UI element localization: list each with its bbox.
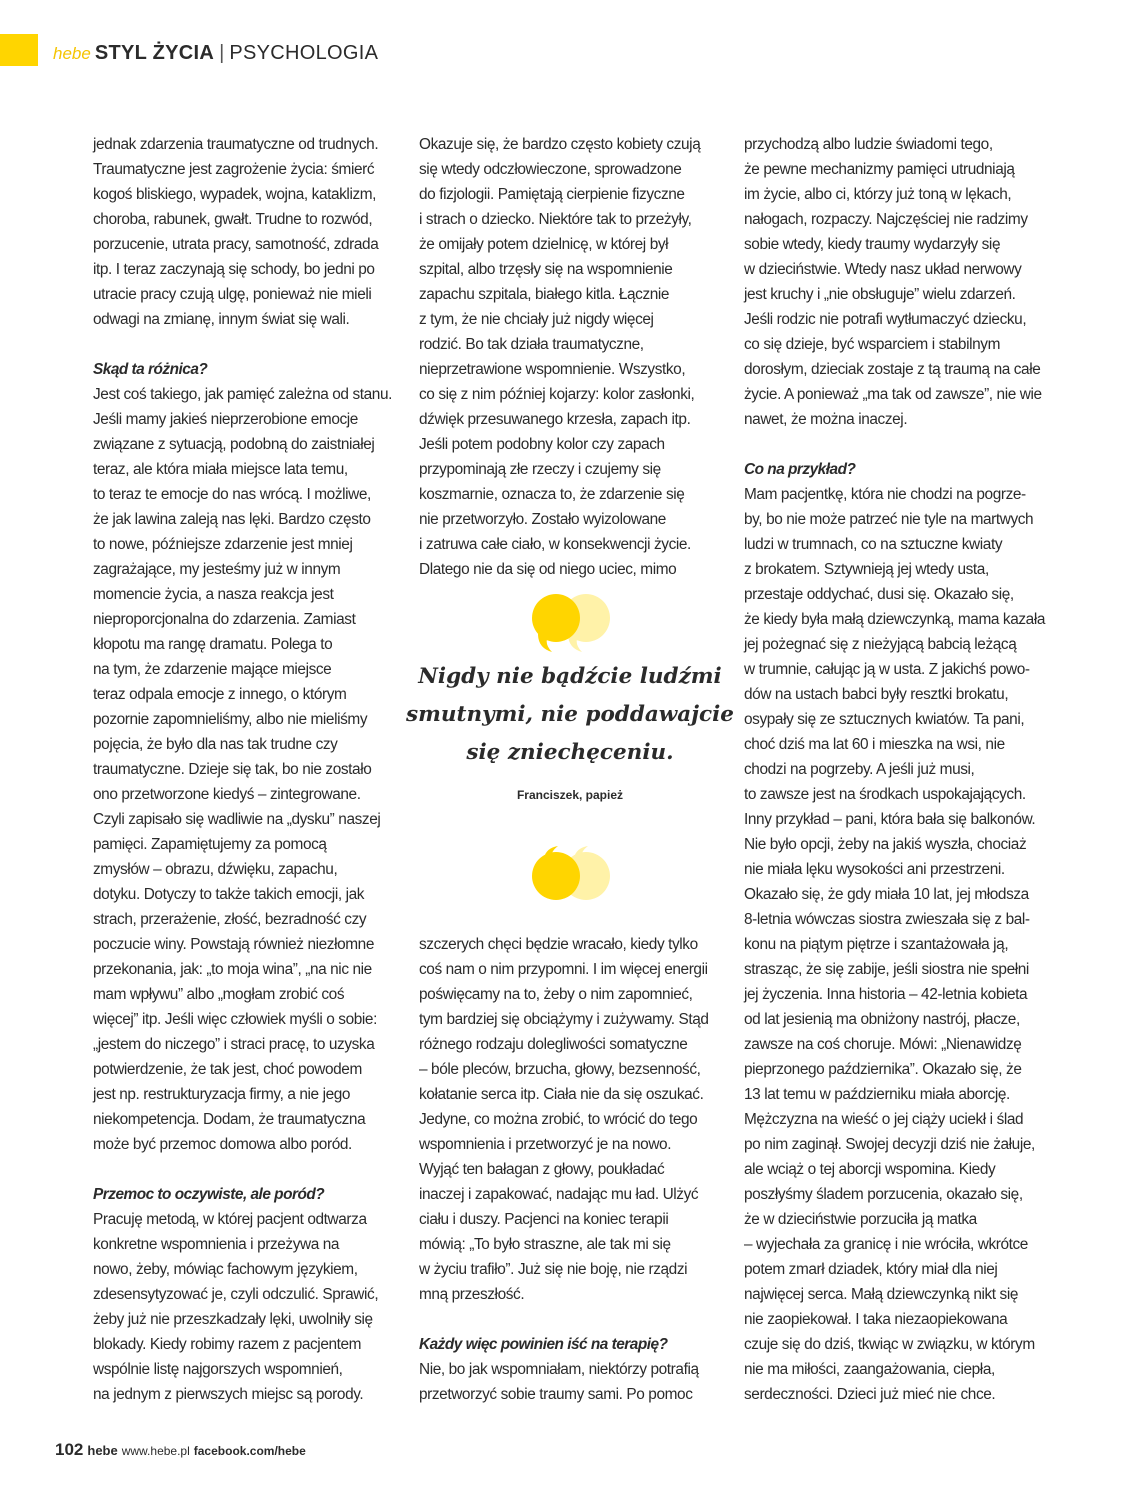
text-line: – wyjechała za granicę i nie wróciła, wkrótce	[744, 1236, 1028, 1253]
text-line: co się z nim później kojarzy: kolor zasłonki,	[419, 386, 695, 403]
text-line: że w dzieciństwie porzuciła ją matka	[744, 1211, 977, 1228]
text-line: „jestem do niczego” i straci pracę, to uzyska	[93, 1036, 375, 1053]
text-line: to teraz te emocje do nas wrócą. I możliwe,	[93, 486, 371, 503]
section-heading: Co na przykład?	[744, 461, 856, 478]
text-line: co się dzieje, być wsparciem i stabilnym	[744, 336, 1000, 353]
text-line: potem zmarł dziadek, który miał dla niej	[744, 1261, 998, 1278]
text-line: Mężczyzna na wieść o jej ciąży uciekł i ślad	[744, 1111, 1024, 1128]
text-line: Okazuje się, że bardzo często kobiety czują	[419, 136, 701, 153]
text-line: przychodzą albo ludzie świadomi tego,	[744, 136, 993, 153]
text-line: Jeśli rodzic nie potrafi wytłumaczyć dziecku,	[744, 311, 1027, 328]
text-line: jest np. restrukturyzacja firmy, a nie jego	[93, 1086, 351, 1103]
text-line: że omijały potem dzielnicę, w której był	[419, 236, 669, 253]
header-section: STYL ŻYCIA	[94, 42, 215, 64]
text-line: strach, przerażenie, złość, bezradność czy	[93, 911, 367, 928]
text-line: pozornie zapomnieliśmy, albo nie mieliśmy	[93, 711, 368, 728]
text-line: i strach o dziecko. Niektóre tak to przeżyły,	[419, 211, 692, 228]
paragraph-gap	[93, 1157, 392, 1182]
text-line: przetworzyć sobie traumy sami. Po pomoc	[419, 1386, 693, 1403]
text-line: poszłyśmy śladem porzucenia, okazało się,	[744, 1186, 1023, 1203]
text-line: tym bardziej się obciążymy i zużywamy. Stąd	[419, 1011, 709, 1028]
text-line: żeby już nie przeszkadzały lęki, uwolniły się	[93, 1311, 373, 1328]
text-line: różnego rodzaju dolegliwości somatyczne	[419, 1036, 688, 1053]
text-line: Czyli zapisało się wadliwie na „dysku” naszej	[93, 811, 381, 828]
text-line: jej życzenia. Inna historia – 42-letnia kobieta	[744, 986, 1028, 1003]
text-line: choć dziś ma lat 60 i mieszka na wsi, nie	[744, 736, 1005, 753]
text-line: Pracuję metodą, w której pacjent odtwarza	[93, 1211, 367, 1228]
section-heading: Skąd ta różnica?	[93, 361, 208, 378]
quote-close-front	[532, 846, 580, 900]
text-line: teraz, ale która miała miejsce lata temu,	[93, 461, 348, 478]
text-line: sobie wtedy, kiedy traumy wydarzyły się	[744, 236, 1001, 253]
text-line: Jeśli mamy jakieś nieprzerobione emocje	[93, 411, 358, 428]
text-line: osypały się ze sztucznych kwiatów. Ta pani,	[744, 711, 1025, 728]
text-line: nałogach, rozpaczy. Najczęściej nie radzimy	[744, 211, 1028, 228]
text-line: najwięcej serca. Małą dziewczynką nikt się	[744, 1286, 1019, 1303]
text-line: 13 lat temu w październiku miała aborcję.	[744, 1086, 1010, 1103]
text-line: więcej” itp. Jeśli więc człowiek myśli o sobie:	[93, 1011, 377, 1028]
text-line: w trumnie, całując ją w usta. Z jakichś powo-	[744, 661, 1030, 678]
text-line: z brokatem. Sztywnieją jej wtedy usta,	[744, 561, 989, 578]
text-line: niekompetencja. Dodam, że traumatyczna	[93, 1111, 366, 1128]
page-number: 102	[55, 1440, 84, 1459]
text-line: jej pożegnać się z nieżyjącą babcią leżącą	[744, 636, 1017, 653]
text-line: blokady. Kiedy robimy razem z pacjentem	[93, 1336, 362, 1353]
text-line: Traumatyczne jest zagrożenie życia: śmierć	[93, 161, 375, 178]
text-line: pamięci. Zapamiętujemy za pomocą	[93, 836, 327, 853]
text-line: pojęcia, że było dla nas tak trudne czy	[93, 736, 338, 753]
text-line: kłopotu ma rangę dramatu. Polega to	[93, 636, 333, 653]
text-line: Jest coś takiego, jak pamięć zależna od stanu.	[93, 386, 392, 403]
text-line: zdesensytyzować je, czyli odczulić. Sprawić,	[93, 1286, 379, 1303]
header-subsection: PSYCHOLOGIA	[229, 42, 379, 64]
text-line: że kiedy była małą dziewczynką, mama kazała	[744, 611, 1046, 628]
text-line: przestaje oddychać, dusi się. Okazało się,	[744, 586, 1014, 603]
article-column-2-top	[419, 132, 700, 582]
text-line: 8-letnia wówczas siostra zwieszała się z bal-	[744, 911, 1030, 928]
text-line: czuje się do dziś, tkwiąc w związku, w którym	[744, 1336, 1035, 1353]
text-line: ono przetworzone kiedyś – zintegrowane.	[93, 786, 361, 803]
text-line: nieprzetrawione wspomnienie. Wszystko,	[419, 361, 686, 378]
section-color-tab	[0, 34, 38, 66]
text-line: przekonania, jak: „to moja wina”, „na nic nie	[93, 961, 372, 978]
text-line: teraz odpala emocje z innego, o którym	[93, 686, 347, 703]
text-line: dźwięk przesuwanego krzesła, zapach itp.	[419, 411, 691, 428]
text-line: potwierdzenie, że tak jest, choć powodem	[93, 1061, 362, 1078]
text-line: inaczej i zapakować, nadając mu ład. Ulżyć	[419, 1186, 699, 1203]
text-line: dotyku. Dotyczy to także takich emocji, jak	[93, 886, 365, 903]
text-line: traumatyczne. Dzieje się tak, bo nie zostało	[93, 761, 372, 778]
text-line: dów na ustach babci były resztki brokatu,	[744, 686, 1009, 703]
text-line: ludzi w trumnach, co na sztuczne kwiaty	[744, 536, 1003, 553]
text-line: związane z sytuacją, podobną do zaistniałej	[93, 436, 375, 453]
text-line: i zatruwa całe ciało, w konsekwencji życie.	[419, 536, 691, 553]
text-line: strasząc, że się zabije, jeśli siostra nie spełni	[744, 961, 1029, 978]
text-line: po nim zaginął. Swojej decyzji dziś nie żałuje,	[744, 1136, 1035, 1153]
article-column-1	[93, 132, 392, 1407]
text-line: mówią: „To było straszne, ale tak mi się	[419, 1236, 671, 1253]
text-line: na tym, że zdarzenie mające miejsce	[93, 661, 332, 678]
page-footer	[55, 1440, 306, 1460]
text-line: chodzi na pogrzeby. A jeśli już musi,	[744, 761, 975, 778]
text-line: to nowe, późniejsze zdarzenie jest mniej	[93, 536, 353, 553]
text-line: szpital, albo trzęsły się na wspomnienie	[419, 261, 673, 278]
text-line: itp. I teraz zaczynają się schody, bo jedni po	[93, 261, 375, 278]
text-line: serdeczności. Dzieci już mieć nie chce.	[744, 1386, 996, 1403]
text-line: Nie, bo jak wspomniałam, niektórzy potrafią	[419, 1361, 699, 1378]
text-line: by, bo nie może patrzeć nie tyle na martwych	[744, 511, 1034, 528]
text-line: Nie było opcji, żeby na jakiś wyszła, chociaż	[744, 836, 1027, 853]
text-line: wspólnie listę najgorszych wspomnień,	[93, 1361, 343, 1378]
text-line: konkretne wspomnienia i przeżywa na	[93, 1236, 340, 1253]
text-line: Jeśli potem podobny kolor czy zapach	[419, 436, 665, 453]
article-column-2-bottom	[419, 932, 709, 1407]
text-line: konu na piątym piętrze i szantażowała ją,	[744, 936, 1009, 953]
pull-quote-author: Franciszek, papież	[516, 788, 624, 802]
text-line: momencie życia, a nasza reakcja jest	[93, 586, 334, 603]
text-line: zagrażające, my jesteśmy już w innym	[93, 561, 341, 578]
text-line: im życie, albo ci, którzy już toną w lękach,	[744, 186, 1012, 203]
article-column-3	[744, 132, 1045, 1407]
text-line: rodzić. Bo tak działa traumatyczne,	[419, 336, 644, 353]
text-line: mną przeszłość.	[419, 1286, 525, 1303]
text-line: wspomnienia i przetworzyć je na nowo.	[419, 1136, 672, 1153]
page-header	[53, 42, 378, 65]
paragraph-gap	[744, 432, 1045, 457]
text-line: życie. A ponieważ „ma tak od zawsze”, nie wie	[744, 386, 1042, 403]
text-line: nie ma miłości, zaangażowania, ciepła,	[744, 1361, 995, 1378]
text-line: nie miała lęku wysokości ani przestrzeni.	[744, 861, 1005, 878]
text-line: choroba, rabunek, gwałt. Trudne to rozwód,	[93, 211, 373, 228]
text-line: z tym, że nie chciały już nigdy więcej	[419, 311, 654, 328]
text-line: kołatanie serca itp. Ciała nie da się oszukać.	[419, 1086, 704, 1103]
text-line: jednak zdarzenia traumatyczne od trudnych.	[93, 136, 379, 153]
text-line: nieproporcjonalna do zdarzenia. Zamiast	[93, 611, 356, 628]
text-line: mam wpływu” albo „mogłam zrobić coś	[93, 986, 345, 1003]
text-line: Dlatego nie da się od niego uciec, mimo	[419, 561, 677, 578]
pull-quote-line: smutnymi, nie poddawajcie	[406, 702, 734, 727]
text-line: szczerych chęci będzie wracało, kiedy tylko	[419, 936, 698, 953]
pull-quote	[405, 658, 735, 772]
text-line: dorosłym, dzieciak zostaje z tą traumą na całe	[744, 361, 1041, 378]
text-line: ale wciąż o tej aborcji wspomina. Kiedy	[744, 1161, 996, 1178]
text-line: pieprzonego października”. Okazało się, że	[744, 1061, 1022, 1078]
text-line: koszmarnie, oznacza to, że zdarzenie się	[419, 486, 685, 503]
text-line: od lat jesienią ma obniżony nastrój, płacze,	[744, 1011, 1020, 1028]
text-line: w życiu trafiło”. Już się nie boję, nie rządzi	[419, 1261, 688, 1278]
quote-close-icon	[526, 846, 616, 906]
pull-quote-line: Nigdy nie bądźcie ludźmi	[418, 664, 722, 689]
text-line: może być przemoc domowa albo poród.	[93, 1136, 352, 1153]
text-line: – bóle pleców, brzucha, głowy, bezsenność,	[419, 1061, 701, 1078]
section-heading: Każdy więc powinien iść na terapię?	[419, 1336, 668, 1353]
text-line: zapachu szpitala, białego kitla. Łącznie	[419, 286, 670, 303]
text-line: przypominają złe rzeczy i czujemy się	[419, 461, 661, 478]
text-line: utracie pracy czują ulgę, ponieważ nie mieli	[93, 286, 372, 303]
text-line: na jednym z pierwszych miejsc są porody.	[93, 1386, 364, 1403]
text-line: w dzieciństwie. Wtedy nasz układ nerwowy	[744, 261, 1022, 278]
text-line: do fizjologii. Pamiętają cierpienie fizyczne	[419, 186, 685, 203]
text-line: coś nam o nim przypomni. I im więcej energii	[419, 961, 708, 978]
text-line: nie przetworzyło. Zostało wyizolowane	[419, 511, 666, 528]
text-line: Okazało się, że gdy miała 10 lat, jej młodsza	[744, 886, 1029, 903]
text-line: ciału i duszy. Pacjenci na koniec terapii	[419, 1211, 669, 1228]
text-line: porzucenie, utrata pracy, samotność, zdrada	[93, 236, 379, 253]
footer-brand: hebe	[87, 1443, 118, 1458]
text-line: nie zaopiekował. I taka niezaopiekowana	[744, 1311, 1008, 1328]
text-line: odwagi na zmianę, innym świat się wali.	[93, 311, 350, 328]
text-line: nawet, że można inaczej.	[744, 411, 908, 428]
text-line: Jedyne, co można zrobić, to wrócić do tego	[419, 1111, 698, 1128]
quote-open-icon	[526, 592, 616, 652]
section-heading: Przemoc to oczywiste, ale poród?	[93, 1186, 325, 1203]
text-line: nowo, żeby, mówiąc fachowym językiem,	[93, 1261, 358, 1278]
text-line: poświęcamy na to, żeby o nim zapomnieć,	[419, 986, 693, 1003]
text-line: to zawsze jest na środkach uspokajających.	[744, 786, 1026, 803]
text-line: zawsze na coś choruje. Mówi: „Nienawidzę	[744, 1036, 1022, 1053]
text-line: się wtedy odczłowieczone, sprowadzone	[419, 161, 682, 178]
text-line: Wyjąć ten bałagan z głowy, poukładać	[419, 1161, 665, 1178]
paragraph-gap	[419, 1307, 709, 1332]
text-line: że pewne mechanizmy pamięci utrudniają	[744, 161, 1015, 178]
header-brand-logo: hebe	[53, 44, 91, 63]
text-line: poczucie winy. Powstają również niezłomne	[93, 936, 375, 953]
text-line: Mam pacjentkę, która nie chodzi na pogrze-	[744, 486, 1026, 503]
text-line: że jak lawina zaleją nas lęki. Bardzo często	[93, 511, 371, 528]
header-separator: |	[219, 42, 225, 64]
text-line: jest kruchy i „nie obsługuje” wielu zdarzeń.	[744, 286, 1016, 303]
pull-quote-line: się zniechęceniu.	[466, 740, 674, 765]
footer-website-link[interactable]: www.hebe.pl	[121, 1444, 190, 1458]
text-line: Inny przykład – pani, która bała się balkonów.	[744, 811, 1036, 828]
footer-facebook-link[interactable]: facebook.com/hebe	[193, 1444, 306, 1458]
paragraph-gap	[93, 332, 392, 357]
text-line: kogoś bliskiego, wypadek, wojna, kataklizm,	[93, 186, 377, 203]
text-line: zmysłów – obrazu, dźwięku, zapachu,	[93, 861, 338, 878]
